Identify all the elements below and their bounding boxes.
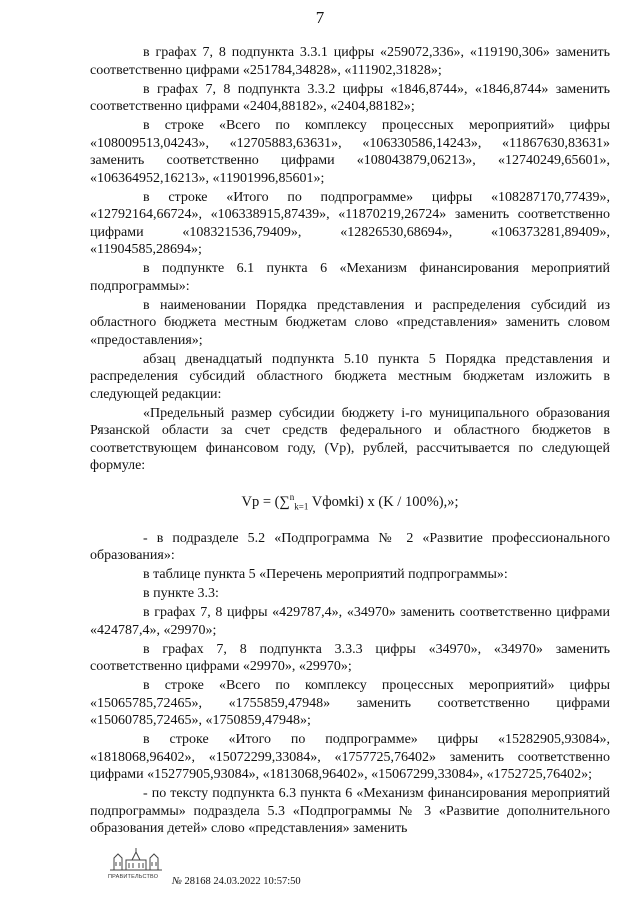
document-body [90, 44, 610, 839]
paragraph: в таблице пункта 5 «Перечень мероприятий подпрограммы»: [143, 567, 508, 583]
stamp-text: 28168 24.03.2022 10:57:50 [181, 876, 301, 887]
formula-left: Vp = ( [241, 493, 280, 510]
logo-caption: ПРАВИТЕЛЬСТВО [108, 874, 159, 880]
paragraph: в строке «Всего по комплексу процессных мероприятий» цифры «15065785,72465», «1755859,47948» заменить соответственно цифрами «15060785,72465», «1750859,47948»; [90, 678, 610, 729]
paragraph: - по тексту подпункта 6.3 пункта 6 «Механизм финансирования мероприятий подпрограммы» подраздела 5.3 «Подпрограммы № 3 «Развитие дополнительного образования детей» слово «представления» заменить [90, 786, 610, 837]
paragraph: в графах 7, 8 подпункта 3.3.3 цифры «34970», «34970» заменить соответственно цифрами «29970», «29970»; [90, 641, 610, 675]
sum-lower: k=1 [294, 501, 309, 512]
paragraph: в графах 7, 8 подпункта 3.3.1 цифры «259072,336», «119190,306» заменить соответственно цифрами «251784,34828», «111902,31828»; [90, 45, 610, 78]
paragraph: в графах 7, 8 цифры «429787,4», «34970» заменить соответственно цифрами «424787,4», «29970»; [90, 605, 610, 638]
document-footer [108, 846, 368, 886]
paragraph: в строке «Итого по подпрограмме» цифры «15282905,93084», «1818068,96402», «15072299,33084», «1757725,76402» заменить соответственно цифрами «15277905,93084», «1813068,96402», «15067299,33084», «1752725,76402»; [90, 732, 610, 783]
paragraph: абзац двенадцатый подпункта 5.10 пункта 5 Порядка представления и распределения субсидий областного бюджета местным бюджетам изложить в следующей редакции: [90, 351, 610, 402]
paragraph: - в подразделе 5.2 «Подпрограмма № 2 «Развитие профессионального образования»: [90, 530, 610, 564]
paragraph: в подпункте 6.1 пункта 6 «Механизм финансирования мероприятий подпрограммы»: [90, 261, 610, 294]
paragraph: «Предельный размер субсидии бюджету i-го муниципального образования Рязанской области за счет средств федерального и областного бюджетов в соответствующем финансовом году, (Vp), рублей, рассчитывается по следующей формуле: [90, 405, 610, 473]
formula [90, 489, 610, 516]
number-sign: № [172, 876, 182, 887]
paragraph: в графах 7, 8 подпункта 3.3.2 цифры «1846,8744», «1846,8744» заменить соответственно цифрами «2404,88182», «2404,88182»; [90, 81, 610, 114]
paragraph: в пункте 3.3: [143, 586, 219, 602]
sum-upper: n [289, 491, 295, 502]
paragraph: в строке «Всего по комплексу процессных мероприятий» цифры «108009513,04243», «12705883,63631», «106330586,14243», «11867630,83631» заменить соответственно цифрами «108043879,06213», «12740249,65601», «106364952,16213», «11901996,85601»; [90, 118, 610, 186]
page-number: 7 [315, 8, 325, 27]
paragraph: в строке «Итого по подпрограмме» цифры «108287170,77439», «12792164,66724», «106338915,87439», «11870219,26724» заменить соответственно цифрами «108321536,79409», «12826530,68694», «106373281,89409», «11904585,28694»; [90, 189, 610, 257]
registration-stamp [172, 876, 301, 887]
government-building-logo [108, 846, 164, 874]
paragraph: в наименовании Порядка представления и распределения субсидий из областного бюджета местным бюджетам слово «представления» заменить словом «предоставления»; [90, 297, 610, 348]
formula-right: Vфомki) x (K / 100%),»; [308, 493, 459, 510]
sum-symbol: ∑ [279, 493, 290, 510]
